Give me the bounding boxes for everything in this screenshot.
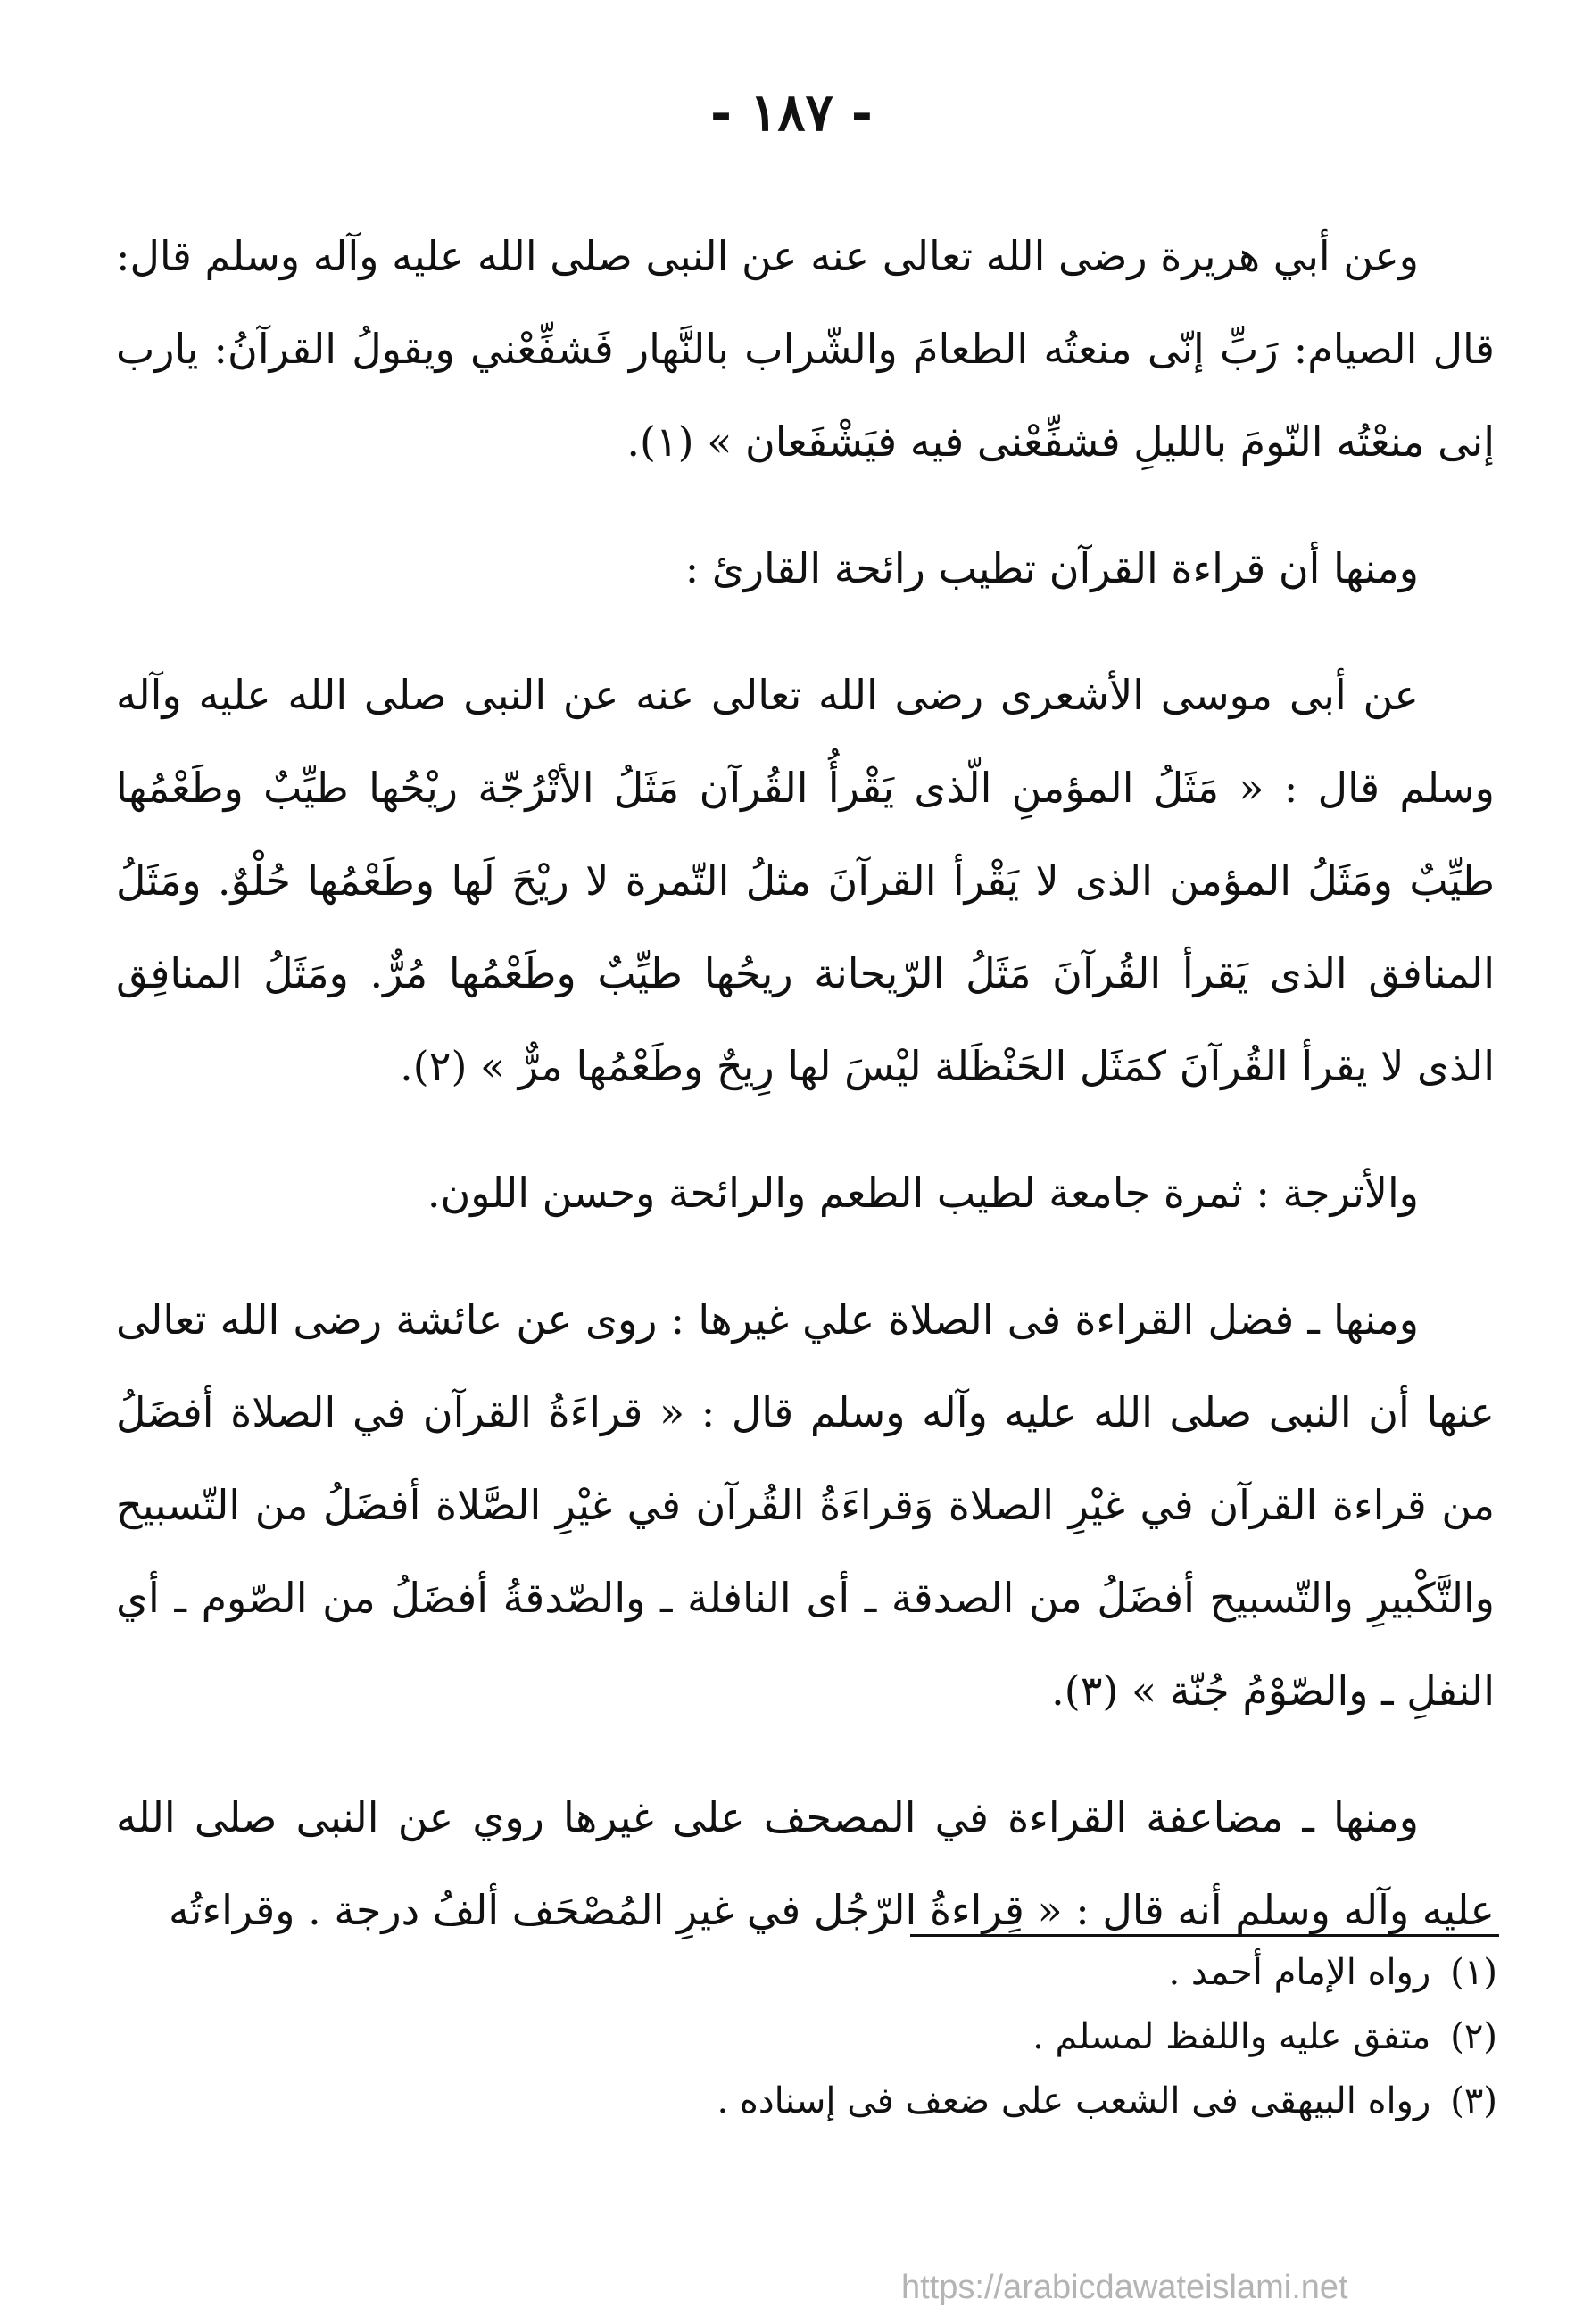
footnote-number: (٢) xyxy=(1450,2016,1497,2057)
footnote-item xyxy=(446,2069,1497,2133)
footnote-text: متفق عليه واللفظ لمسلم . xyxy=(1032,2016,1431,2057)
paragraph-utrujja-definition: والأترجة : ثمرة جامعة لطيب الطعم والرائحة وحسن اللون. xyxy=(427,1169,1419,1217)
paragraph-mushaf-recitation: ومنها ـ مضاعفة القراءة في المصحف على غيرها روي عن النبى صلى الله عليه وآله وسلم أنه قال : « قِراءةُ الرّجُل في غيرِ المُصْحَف ألفُ درجة . وقراءتُه xyxy=(116,1793,1495,1934)
footnote-item xyxy=(446,2005,1497,2069)
footnote-number: (١) xyxy=(1450,1952,1497,1993)
footnotes xyxy=(446,1940,1497,2133)
footnote-text: رواه البيهقى فى الشعب على ضعف فى إسناده . xyxy=(717,2080,1431,2121)
source-watermark: https://arabicdawateislami.net xyxy=(901,2269,1348,2306)
paragraph-abu-musa-hadith: عن أبى موسى الأشعرى رضى الله تعالى عنه عن النبى صلى الله عليه وآله وسلم قال : « مَثَلُ المؤمنِ الّذى يَقْرأُ القُرآن مَثَلُ الأتْرُجّة ريْحُها طيِّبٌ وطَعْمُها طيِّبٌ ومَثَلُ المؤمن الذى لا يَقْرأ القرآنَ مثلُ التّمرة لا ريْحَ لَها وطَعْمُها حُلْوٌ. ومَثَلُ المنافق الذى يَقرأ القُرآنَ مَثَلُ الرّيحانة ريحُها طيِّبٌ وطَعْمُها مُرٌّ. ومَثَلُ المنافِق الذى لا يقرأ القُرآنَ كمَثَل الحَنْظَلة ليْسَ لها رِيحٌ وطَعْمُها مرٌّ » (٢). xyxy=(116,671,1495,1090)
paragraph-abu-hurayra-hadith: وعن أبي هريرة رضى الله تعالى عنه عن النبى صلى الله عليه وآله وسلم قال: قال الصيام: رَبِّ إنّى منعتُه الطعامَ والشّراب بالنَّهار فَشفِّعْني ويقولُ القرآنُ: يارب إنى منعْتُه النّومَ بالليلِ فشفِّعْنى فيه فيَشْفَعان » (١). xyxy=(116,232,1495,466)
footnote-divider xyxy=(910,1934,1499,1937)
footnote-item xyxy=(446,1940,1497,2005)
page-number: - ١٨٧ - xyxy=(710,82,873,143)
footnote-number: (٣) xyxy=(1450,2080,1497,2121)
heading-recitation-fragrance: ومنها أن قراءة القرآن تطيب رائحة القارئ : xyxy=(684,544,1419,592)
main-text xyxy=(116,210,1495,1990)
footnote-text: رواه الإمام أحمد . xyxy=(1168,1952,1431,1993)
paragraph-prayer-recitation-virtue: ومنها ـ فضل القراءة فى الصلاة علي غيرها : روى عن عائشة رضى الله تعالى عنها أن النبى صلى الله عليه وآله وسلم قال : « قراءَةُ القرآن في الصلاة أفضَلُ من قراءة القرآن في غيْرِ الصلاة وَقراءَةُ القُرآن في غيْرِ الصَّلاة أفضَلُ من التّسبيح والتَّكْبيرِ والتّسبيح أفضَلُ من الصدقة ـ أى النافلة ـ والصّدقةُ أفضَلُ من الصّوم ـ أي النفلِ ـ والصّوْمُ جُنّة » (٣). xyxy=(116,1295,1495,1715)
